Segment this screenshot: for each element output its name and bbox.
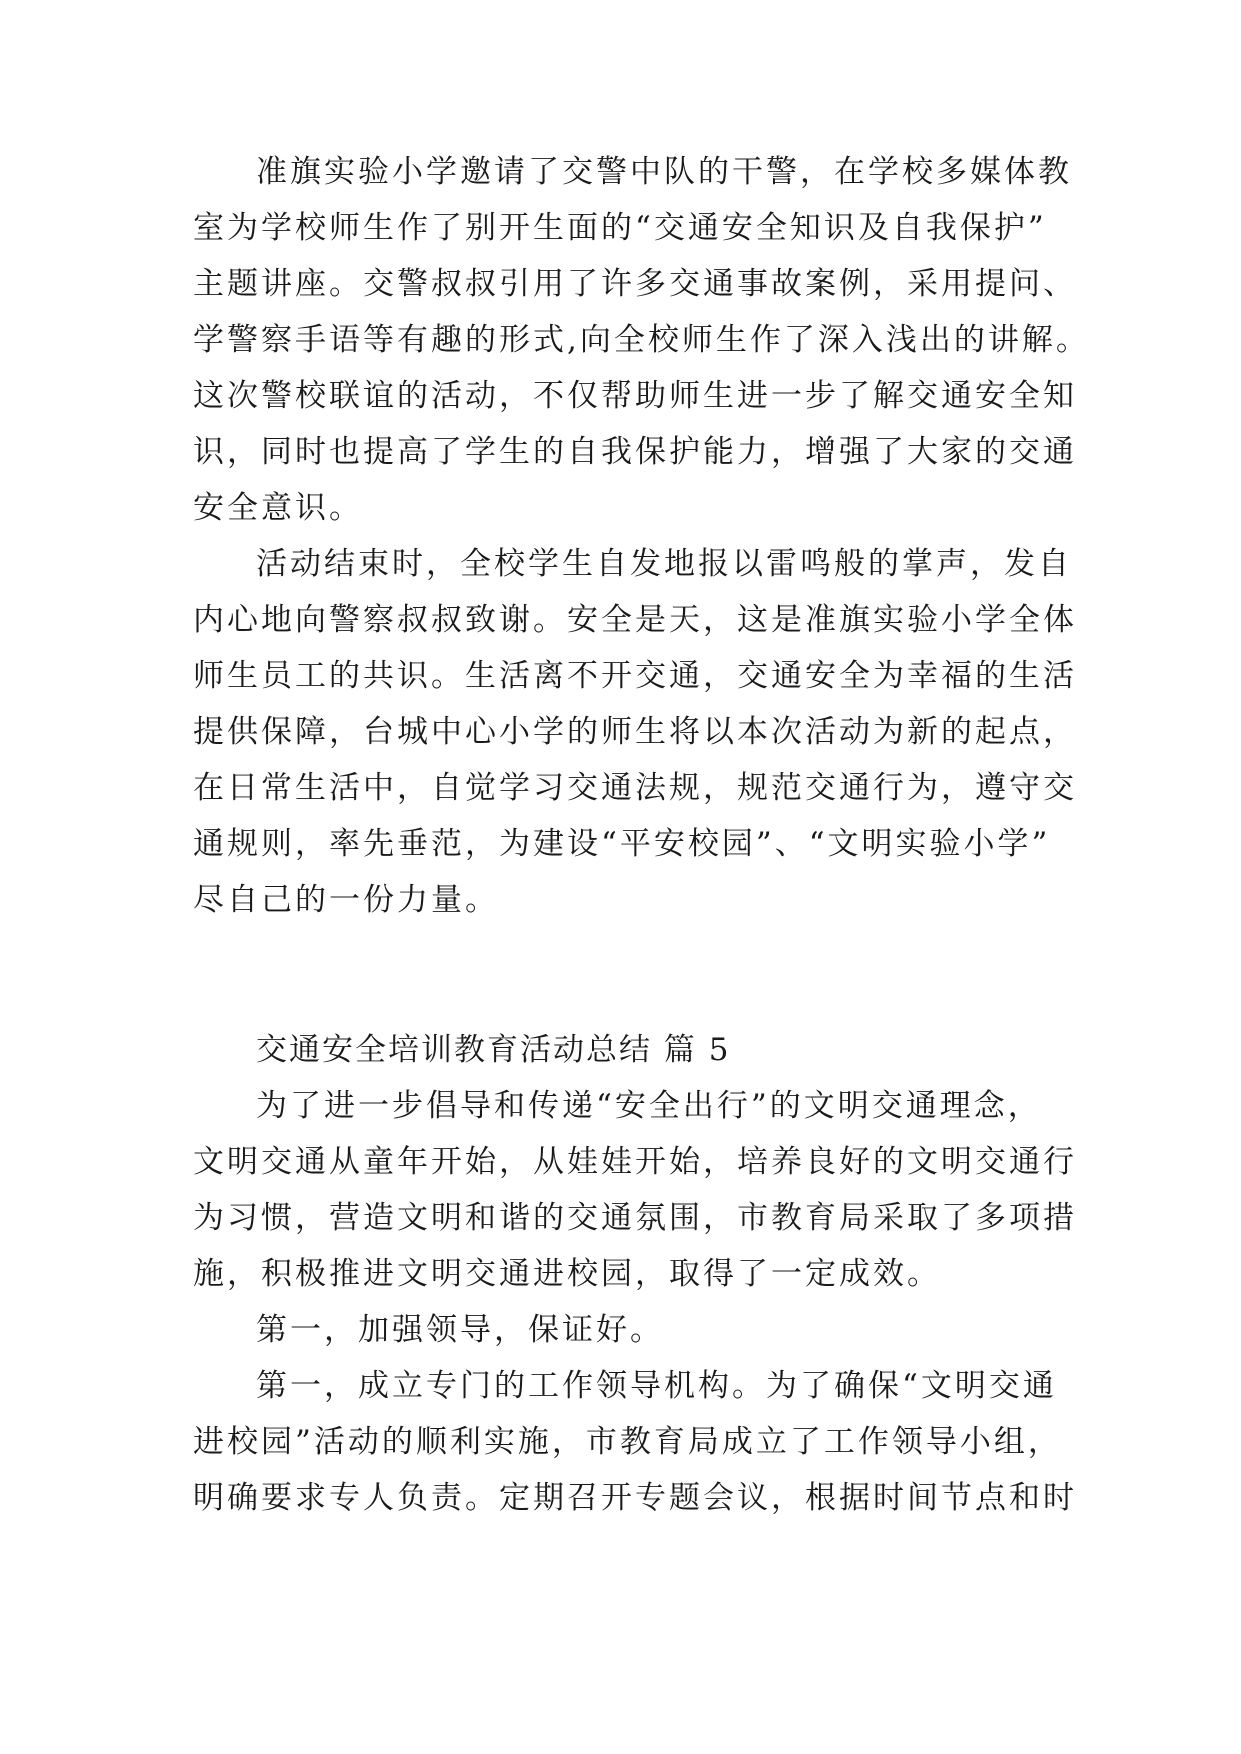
paragraph-2-line-1: 活动结束时，全校学生自发地报以雷鸣般的掌声，发自 bbox=[256, 546, 1072, 582]
paragraph-1-line-6: 识，同时也提高了学生的自我保护能力，增强了大家的交通 bbox=[193, 434, 1077, 470]
paragraph-2-line-6: 通规则，率先垂范，为建设“平安校园”、“文明实验小学” bbox=[193, 826, 1051, 862]
paragraph-3-line-1: 为了进一步倡导和传递“安全出行”的文明交通理念， bbox=[256, 1088, 1042, 1124]
paragraph-2-line-3: 师生员工的共识。生活离不开交通，交通安全为幸福的生活 bbox=[193, 658, 1077, 694]
paragraph-4-line-1: 第一，加强领导，保证好。 bbox=[256, 1312, 664, 1348]
paragraph-1-line-4: 学警察手语等有趣的形式,向全校师生作了深入浅出的讲解。 bbox=[193, 322, 1090, 358]
paragraph-2-line-2: 内心地向警察叔叔致谢。安全是天，这是准旗实验小学全体 bbox=[193, 602, 1077, 638]
section-heading: 交通安全培训教育活动总结 篇 5 bbox=[256, 1032, 731, 1068]
paragraph-2-line-4: 提供保障，台城中心小学的师生将以本次活动为新的起点， bbox=[193, 714, 1077, 750]
paragraph-1-line-5: 这次警校联谊的活动，不仅帮助师生进一步了解交通安全知 bbox=[193, 378, 1077, 414]
paragraph-3-line-4: 施，积极推进文明交通进校园，取得了一定成效。 bbox=[193, 1256, 941, 1292]
paragraph-5-line-2: 进校园”活动的顺利实施，市教育局成立了工作领导小组， bbox=[193, 1424, 1062, 1460]
paragraph-1-line-2: 室为学校师生作了别开生面的“交通安全知识及自我保护” bbox=[193, 210, 1047, 246]
paragraph-1-line-3: 主题讲座。交警叔叔引用了许多交通事故案例，采用提问、 bbox=[193, 266, 1077, 302]
paragraph-2-line-5: 在日常生活中，自觉学习交通法规，规范交通行为，遵守交 bbox=[193, 770, 1077, 806]
paragraph-5-line-3: 明确要求专人负责。定期召开专题会议，根据时间节点和时 bbox=[193, 1480, 1077, 1516]
paragraph-1-line-1: 准旗实验小学邀请了交警中队的干警，在学校多媒体教 bbox=[256, 154, 1072, 190]
paragraph-5-line-1: 第一，成立专门的工作领导机构。为了确保“文明交通 bbox=[256, 1368, 1057, 1404]
paragraph-3-line-3: 为习惯，营造文明和谐的交通氛围，市教育局采取了多项措 bbox=[193, 1200, 1077, 1236]
paragraph-2-line-7: 尽自己的一份力量。 bbox=[193, 882, 499, 918]
paragraph-3-line-2: 文明交通从童年开始，从娃娃开始，培养良好的文明交通行 bbox=[193, 1144, 1077, 1180]
paragraph-1-line-7: 安全意识。 bbox=[193, 490, 363, 526]
